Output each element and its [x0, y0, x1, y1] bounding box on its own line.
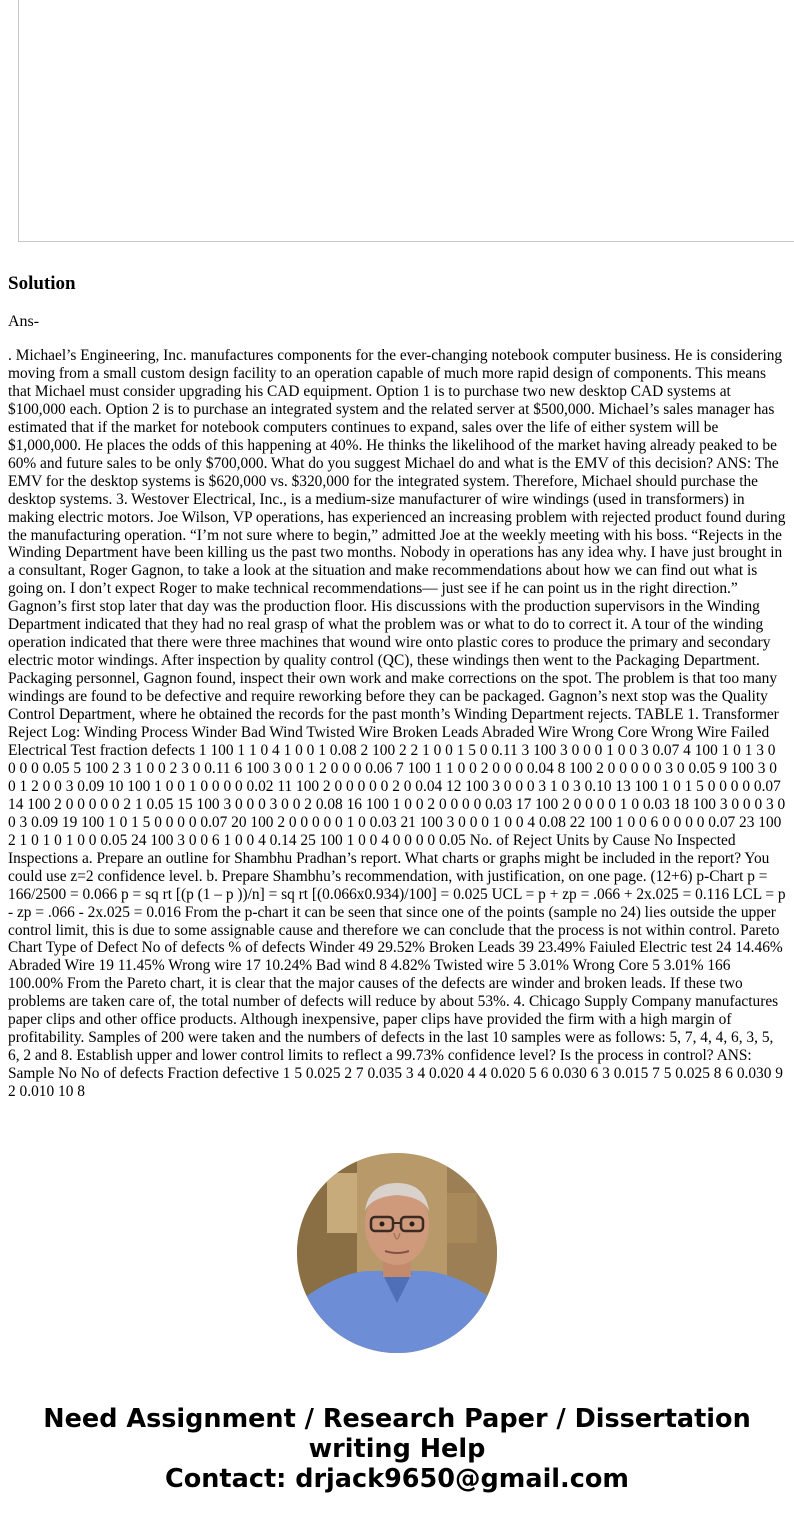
contact-banner [0, 1404, 794, 1494]
solution-heading: Solution [8, 273, 76, 294]
tutor-photo-icon [297, 1153, 497, 1353]
ans-label: Ans- [8, 313, 40, 330]
contact-line-2: writing Help [308, 1434, 486, 1464]
solution-body-text: . Michael’s Engineering, Inc. manufactures components for the ever-changing notebook computer business. He is considering moving from a small custom design facility to an operation capable of much more rapid design of components. This means that Michael must consider upgrading his CAD equipment. Option 1 is to purchase two new desktop CAD systems at $100,000 each. Option 2 is to purchase an integrated system and the related server at $500,000. Michael’s sales manager has estimated that if the market for notebook computers continues to expand, sales over the life of either system will be $1,000,000. He places the odds of this happening at 40%. He thinks the likelihood of the market having already peaked to be 60% and future sales to be only $700,000. What do you suggest Michael do and what is the EMV of this decision? ANS: The EMV for the desktop systems is $620,000 vs. $320,000 for the integrated system. Therefore, Michael should purchase the desktop systems. 3. Westover Electrical, Inc., is a medium-size manufacturer of wire windings (used in transformers) in making electric motors. Joe Wilson, VP operations, has experienced an increasing problem with rejected product found during the manufacturing operation. “I’m not sure where to begin,” admitted Joe at the weekly meeting with his boss. “Rejects in the Winding Department have been killing us the past two months. Nobody in operations has any idea why. I have just brought in a consultant, Roger Gagnon, to take a look at the situation and make recommendations about how we can find out what is going on. I don’t expect Roger to make technical recommendations— just see if he can point us in the right direction.” Gagnon’s first stop later that day was the production floor. His discussions with the production supervisors in the Winding Department indicated that they had no real grasp of what the problem was or what to do to correct it. A tour of the winding operation indicated that there were three machines that wound wire onto plastic cores to produce the primary and secondary electric motor windings. After inspection by quality control (QC), these windings then went to the Packaging Department. Packaging personnel, Gagnon found, inspect their own work and make corrections on the spot. The problem is that too many windings are found to be defective and require reworking before they can be packaged. Gagnon’s next stop was the Quality Control Department, where he obtained the records for the past month’s Winding Department rejects. TABLE 1. Transformer Reject Log: Winding Process Winder Bad Wind Twisted Wire Broken Leads Abraded Wire Wrong Core Wrong Wire Failed Electrical Test fraction defects 1 100 1 1 0 4 1 0 0 1 0.08 2 100 2 2 1 0 0 1 5 0 0.11 3 100 3 0 0 0 1 0 0 3 0.07 4 100 1 0 1 3 0 0 0 0 0.05 5 100 2 3 1 0 0 2 3 0 0.11 6 100 3 0 0 1 2 0 0 0 0.06 7 100 1 1 0 0 2 0 0 0 0.04 8 100 2 0 0 0 0 0 3 0 0.05 9 100 3 0 0 1 2 0 0 3 0.09 10 100 1 0 0 1 0 0 0 0 0.02 11 100 2 0 0 0 0 0 2 0 0.04 12 100 3 0 0 0 3 1 0 3 0.10 13 100 1 0 1 5 0 0 0 0 0.07 14 100 2 0 0 0 0 0 2 1 0.05 15 100 3 0 0 0 3 0 0 2 0.08 16 100 1 0 0 2 0 0 0 0 0.03 17 100 2 0 0 0 0 1 0 0.03 18 100 3 0 0 0 3 0 0 3 0.09 19 100 1 0 1 5 0 0 0 0 0.07 20 100 2 0 0 0 0 0 1 0 0.03 21 100 3 0 0 0 1 0 0 4 0.08 22 100 1 0 0 6 0 0 0 0 0.07 23 100 2 1 0 1 0 1 0 0 0.05 24 100 3 0 0 6 1 0 0 4 0.14 25 100 1 0 0 4 0 0 0 0 0.05 No. of Reject Units by Cause No Inspected Inspections a. Prepare an outline for Shambhu Pradhan’s report. What charts or graphs might be included in the report? You could use z=2 confidence level. b. Prepare Shambhu’s recommendation, with justification, on one page. (12+6) p-Chart p = 166/2500 = 0.066 p = sq rt [(p (1 – p ))/n] = sq rt [(0.066x0.934)/100] = 0.025 UCL = p + zp = .066 + 2x.025 = 0.116 LCL = p - zp = .066 - 2x.025 = 0.016 From the p-chart it can be seen that since one of the points (sample no 24) lies outside the upper control limit, this is due to some assignable cause and therefore we can conclude that the process is not within control. Pareto Chart Type of Defect No of defects % of defects Winder 49 29.52% Broken Leads 39 23.49% Faiuled Electric test 24 14.46% Abraded Wire 19 11.45% Wrong wire 17 10.24% Bad wind 8 4.82% Twisted wire 5 3.01% Wrong Core 5 3.01% 166 100.00% From the Pareto chart, it is clear that the major causes of the defects are winder and broken leads. If these two problems are taken care of, the total number of defects will reduce by about 53%. 4. Chicago Supply Company manufactures paper clips and other office products. Although inexpensive, paper clips have provided the firm with a high margin of profitability. Samples of 200 were taken and the numbers of defects in the last 10 samples were as follows: 5, 7, 4, 4, 6, 3, 5, 6, 2 and 8. Establish upper and lower control limits to reflect a 99.73% confidence level? Is the process in control? ANS: Sample No No of defects Fraction defective 1 5 0.025 2 7 0.035 3 4 0.020 4 4 0.020 5 6 0.030 6 3 0.015 7 5 0.025 8 6 0.030 9 2 0.010 10 8 [8, 347, 786, 1101]
contact-line-1: Need Assignment / Research Paper / Dissertation [43, 1404, 751, 1434]
contact-line-3: Contact: drjack9650@gmail.com [165, 1464, 629, 1494]
embedded-frame [18, 0, 794, 242]
